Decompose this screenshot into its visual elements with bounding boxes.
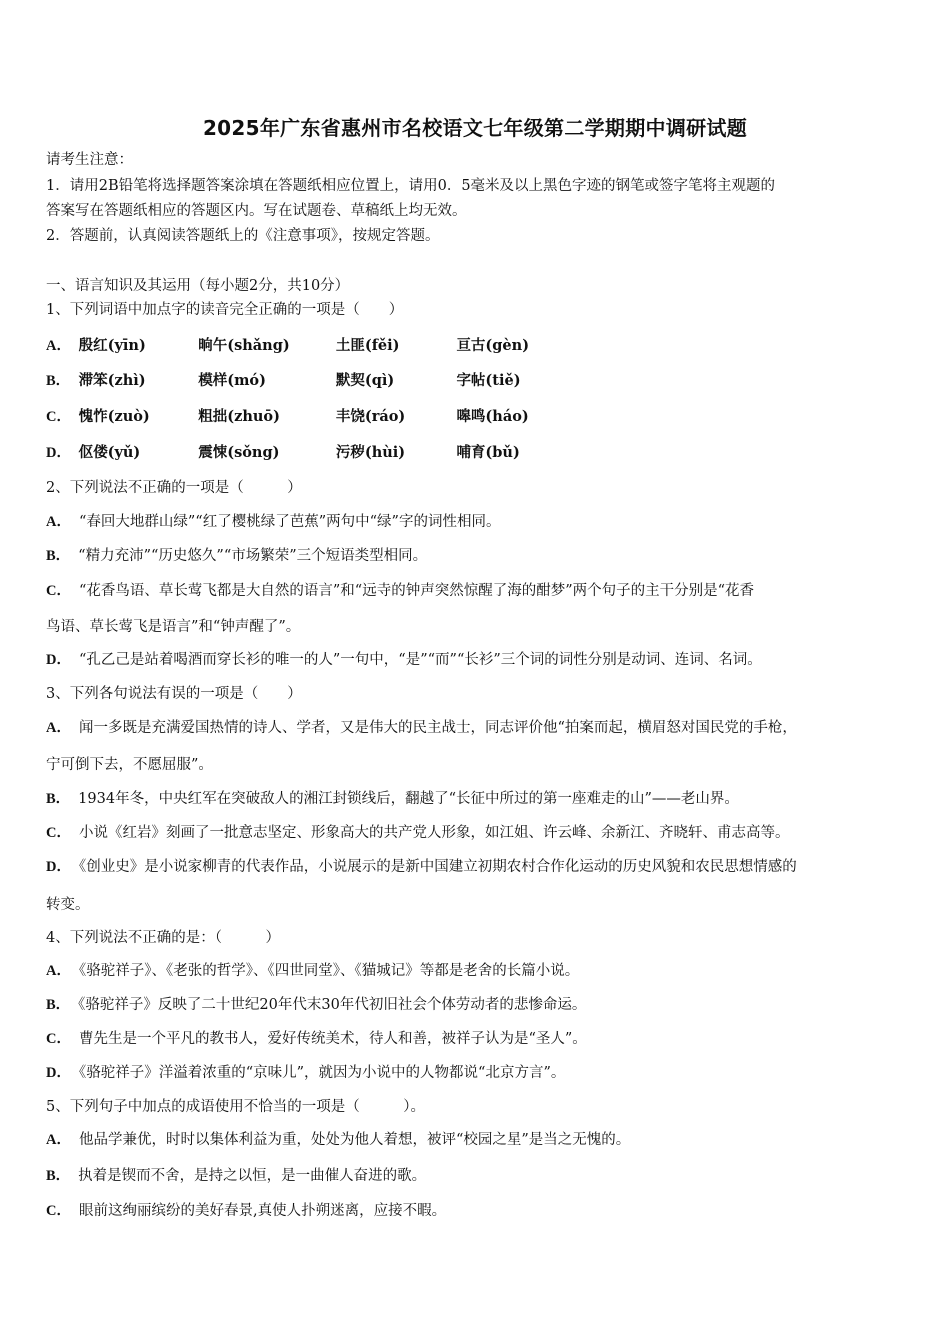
question-2-option-c bbox=[46, 581, 926, 601]
option-label: B． bbox=[46, 1168, 71, 1184]
option-text: 眼前这绚丽缤纷的美好春景,真使人扑朔迷离，应接不暇。 bbox=[78, 1203, 447, 1219]
question-2-option-a bbox=[46, 512, 926, 532]
option-text: 他品学兼优，时时以集体利益为重，处处为他人着想，被评“校园之星”是当之无愧的。 bbox=[78, 1132, 631, 1148]
pinyin-word: 污秽(hùi) bbox=[335, 444, 406, 461]
notice-item-2: 2．答题前，认真阅读答题纸上的《注意事项》，按规定答题。 bbox=[46, 228, 440, 244]
question-1-option-c bbox=[46, 407, 566, 427]
section-heading: 一、语言知识及其运用（每小题2分，共10分） bbox=[46, 278, 350, 294]
pinyin-word: 嗥鸣(háo) bbox=[456, 408, 529, 425]
option-label: C． bbox=[46, 1203, 71, 1219]
question-5-stem: 5、下列句子中加点的成语使用不恰当的一项是（ ）。 bbox=[46, 1099, 425, 1115]
option-label: B． bbox=[46, 373, 71, 389]
option-label: C． bbox=[46, 1031, 71, 1047]
option-text: “精力充沛”“历史悠久”“市场繁荣”三个短语类型相同。 bbox=[78, 548, 428, 564]
option-label: C． bbox=[46, 583, 71, 599]
question-4-option-a bbox=[46, 961, 926, 981]
question-2-option-b bbox=[46, 546, 926, 566]
pinyin-word: 默契(qì) bbox=[335, 372, 395, 389]
option-text: “孔乙己是站着喝酒而穿长衫的唯一的人”一句中，“是”“而”“长衫”三个词的词性分别是动词、连词、名词。 bbox=[78, 652, 762, 668]
option-text: 小说《红岩》刻画了一批意志坚定、形象高大的共产党人形象，如江姐、许云峰、余新江、齐晓轩、甫志高等。 bbox=[78, 825, 790, 841]
question-3-option-b bbox=[46, 789, 926, 809]
pinyin-word: 粗拙(zhuō) bbox=[198, 408, 280, 425]
pinyin-word: 丰饶(ráo) bbox=[335, 408, 406, 425]
option-label: D． bbox=[46, 652, 71, 668]
question-4-stem: 4、下列说法不正确的是：（ ） bbox=[46, 930, 280, 946]
question-5-option-a bbox=[46, 1130, 926, 1150]
option-label: A． bbox=[46, 720, 71, 736]
option-text: “花香鸟语、草长莺飞都是大自然的语言”和“远寺的钟声突然惊醒了海的酣梦”两个句子的主干分别是“花香 bbox=[78, 583, 755, 599]
question-2-option-d bbox=[46, 650, 926, 670]
question-2-option-c-cont: 鸟语、草长莺飞是语言”和“钟声醒了”。 bbox=[46, 619, 301, 635]
option-label: D． bbox=[46, 1065, 71, 1081]
pinyin-word: 哺育(bǔ) bbox=[456, 444, 520, 461]
option-label: B． bbox=[46, 548, 71, 564]
question-3-option-a bbox=[46, 718, 926, 738]
option-label: A． bbox=[46, 338, 71, 354]
question-1-stem: 1、下列词语中加点字的读音完全正确的一项是（ ） bbox=[46, 302, 404, 318]
pinyin-word: 愧怍(zuò) bbox=[78, 408, 150, 425]
option-label: A． bbox=[46, 514, 71, 530]
question-1-option-d bbox=[46, 443, 566, 463]
option-text: 闻一多既是充满爱国热情的诗人、学者，又是伟大的民主战士，同志评价他“拍案而起，横眉怒对国民党的手枪， bbox=[78, 720, 797, 736]
option-text: “春回大地群山绿”“红了樱桃绿了芭蕉”两句中“绿”字的词性相同。 bbox=[78, 514, 501, 530]
option-label: A． bbox=[46, 963, 71, 979]
pinyin-word: 亘古(gèn) bbox=[456, 337, 530, 354]
question-1-option-a bbox=[46, 336, 566, 356]
question-3-option-d-cont: 转变。 bbox=[46, 897, 90, 913]
option-label: C． bbox=[46, 825, 71, 841]
question-3-stem: 3、下列各句说法有误的一项是（ ） bbox=[46, 686, 302, 702]
option-text: 《创业史》是小说家柳青的代表作品，小说展示的是新中国建立初期农村合作化运动的历史风貌和农民思想情感的 bbox=[78, 859, 797, 875]
pinyin-word: 滞笨(zhì) bbox=[78, 372, 146, 389]
option-text: 曹先生是一个平凡的教书人，爱好传统美术，待人和善，被祥子认为是“圣人”。 bbox=[78, 1031, 587, 1047]
pinyin-word: 土匪(fěi) bbox=[335, 337, 400, 354]
option-label: D． bbox=[46, 445, 71, 461]
page-title: 2025年广东省惠州市名校语文七年级第二学期期中调研试题 bbox=[202, 116, 748, 140]
option-label: B． bbox=[46, 997, 71, 1013]
pinyin-word: 字帖(tiě) bbox=[456, 372, 521, 389]
question-4-option-d bbox=[46, 1063, 926, 1083]
question-3-option-d bbox=[46, 857, 926, 877]
pinyin-word: 伛偻(yǔ) bbox=[78, 444, 141, 461]
option-label: D． bbox=[46, 859, 71, 875]
option-text: 《骆驼祥子》、《老张的哲学》、《四世同堂》、《猫城记》等都是老舍的长篇小说。 bbox=[78, 963, 580, 979]
notice-item-1-cont: 答案写在答题纸相应的答题区内。写在试题卷、草稿纸上均无效。 bbox=[46, 203, 467, 219]
pinyin-word: 殷红(yīn) bbox=[78, 337, 146, 354]
notice-heading: 请考生注意： bbox=[46, 152, 133, 168]
option-text: 执着是锲而不舍，是持之以恒，是一曲催人奋进的歌。 bbox=[78, 1168, 427, 1184]
question-4-option-b bbox=[46, 995, 926, 1015]
pinyin-word: 模样(mó) bbox=[198, 372, 266, 389]
question-3-option-c bbox=[46, 823, 926, 843]
question-5-option-c bbox=[46, 1201, 926, 1221]
option-label: A． bbox=[46, 1132, 71, 1148]
question-3-option-a-cont: 宁可倒下去，不愿屈服”。 bbox=[46, 757, 213, 773]
option-text: 《骆驼祥子》洋溢着浓重的“京味儿”，就因为小说中的人物都说“北京方言”。 bbox=[78, 1065, 566, 1081]
option-label: C． bbox=[46, 409, 71, 425]
question-4-option-c bbox=[46, 1029, 926, 1049]
option-text: 《骆驼祥子》反映了二十世纪20年代末30年代初旧社会个体劳动者的悲惨命运。 bbox=[78, 997, 587, 1013]
question-5-option-b bbox=[46, 1166, 926, 1186]
notice-item-1: 1．请用2B铅笔将选择题答案涂填在答题纸相应位置上，请用0．5毫米及以上黑色字迹的钢笔或签字笔将主观题的 bbox=[46, 178, 776, 194]
pinyin-word: 震悚(sǒng) bbox=[198, 444, 280, 461]
pinyin-word: 晌午(shǎng) bbox=[198, 337, 290, 354]
question-2-stem: 2、下列说法不正确的一项是（ ） bbox=[46, 480, 302, 496]
option-text: 1934年冬，中央红军在突破敌人的湘江封锁线后，翻越了“长征中所过的第一座难走的山”——老山界。 bbox=[78, 791, 739, 807]
question-1-option-b bbox=[46, 371, 566, 391]
option-label: B． bbox=[46, 791, 71, 807]
